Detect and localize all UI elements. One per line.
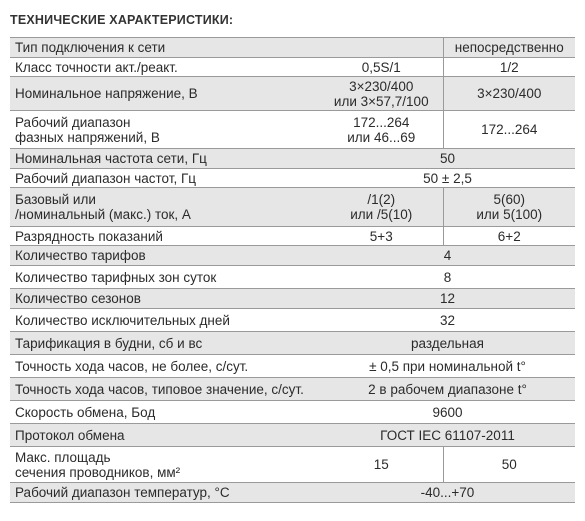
row-label: Количество исключительных дней <box>10 309 320 332</box>
label-line: /номинальный (макс.) ток, А <box>15 207 191 222</box>
label-line: Рабочий диапазон <box>15 114 131 130</box>
value-cell: раздельная <box>320 332 575 355</box>
value-cell: 50 <box>320 149 575 169</box>
table-row <box>10 188 575 227</box>
value-cell: 0,5S/1 <box>320 58 443 77</box>
value-cell: ± 0,5 при номинальной t° <box>320 355 575 378</box>
page-title: ТЕХНИЧЕСКИЕ ХАРАКТЕРИСТИКИ: <box>10 13 234 27</box>
value-cell: 5+3 <box>320 227 443 246</box>
row-label: Номинальная частота сети, Гц <box>10 149 320 169</box>
table-row <box>10 401 575 424</box>
value-line: 5(60) <box>493 192 525 207</box>
row-label: Разрядность показаний <box>10 227 320 246</box>
table-row <box>10 289 575 309</box>
row-label: Номинальное напряжение, В <box>10 77 320 111</box>
value-line: 3×230/400 <box>349 78 414 94</box>
row-label: Тарификация в будни, сб и вс <box>10 332 320 355</box>
table-row <box>10 309 575 332</box>
table-row <box>10 77 575 111</box>
value-cell: 2 в рабочем диапазоне t° <box>320 378 575 401</box>
table-row <box>10 227 575 246</box>
row-label: Точность хода часов, не более, с/сут. <box>10 355 320 378</box>
value-cell: ГОСТ IEC 61107-2011 <box>320 424 575 447</box>
value-cell: 6+2 <box>443 227 575 246</box>
value-cell: 3×230/400 <box>443 77 575 111</box>
table-row <box>10 38 575 58</box>
table-row <box>10 483 575 503</box>
value-cell: 4 <box>320 246 575 266</box>
label-line: сечения проводников, мм² <box>15 464 181 480</box>
value-cell <box>320 38 443 58</box>
label-line: Макс. площадь <box>15 449 111 465</box>
label-line: фазных напряжений, В <box>15 129 160 145</box>
table-row <box>10 111 575 149</box>
row-label: Количество тарифов <box>10 246 320 266</box>
value-cell: 1/2 <box>443 58 575 77</box>
table-row <box>10 424 575 447</box>
label-line: Базовый или <box>15 192 96 207</box>
value-cell: 50 <box>443 447 575 483</box>
row-label: Тип подключения к сети <box>10 38 320 58</box>
value-cell: непосредственно <box>443 38 575 58</box>
table-row <box>10 149 575 169</box>
table-row <box>10 355 575 378</box>
row-label <box>10 111 320 149</box>
table-row <box>10 169 575 188</box>
value-cell: 12 <box>320 289 575 309</box>
specifications-table <box>10 37 575 503</box>
value-cell <box>320 111 443 149</box>
value-cell: 172...264 <box>443 111 575 149</box>
table-row <box>10 332 575 355</box>
row-label: Рабочий диапазон частот, Гц <box>10 169 320 188</box>
value-line: или /5(10) <box>350 207 413 222</box>
table-row <box>10 246 575 266</box>
value-cell <box>443 188 575 227</box>
table-row <box>10 58 575 77</box>
value-line: 172...264 <box>353 114 410 130</box>
row-label: Точность хода часов, типовое значение, с/сут. <box>10 378 320 401</box>
value-cell: -40...+70 <box>320 483 575 503</box>
row-label: Количество тарифных зон суток <box>10 266 320 289</box>
value-cell <box>320 77 443 111</box>
value-cell: 50 ± 2,5 <box>320 169 575 188</box>
value-cell: 9600 <box>320 401 575 424</box>
table-row <box>10 378 575 401</box>
value-cell: 15 <box>320 447 443 483</box>
value-cell <box>320 188 443 227</box>
row-label: Количество сезонов <box>10 289 320 309</box>
row-label: Рабочий диапазон температур, °С <box>10 483 320 503</box>
table-row <box>10 447 575 483</box>
row-label: Класс точности акт./реакт. <box>10 58 320 77</box>
row-label: Скорость обмена, Бод <box>10 401 320 424</box>
row-label: Протокол обмена <box>10 424 320 447</box>
value-cell: 8 <box>320 266 575 289</box>
row-label <box>10 188 320 227</box>
value-line: или 3×57,7/100 <box>333 93 429 109</box>
table-row <box>10 266 575 289</box>
value-line: или 5(100) <box>476 207 543 222</box>
row-label <box>10 447 320 483</box>
value-line: или 46...69 <box>347 129 416 145</box>
value-cell: 32 <box>320 309 575 332</box>
value-line: /1(2) <box>367 192 396 207</box>
